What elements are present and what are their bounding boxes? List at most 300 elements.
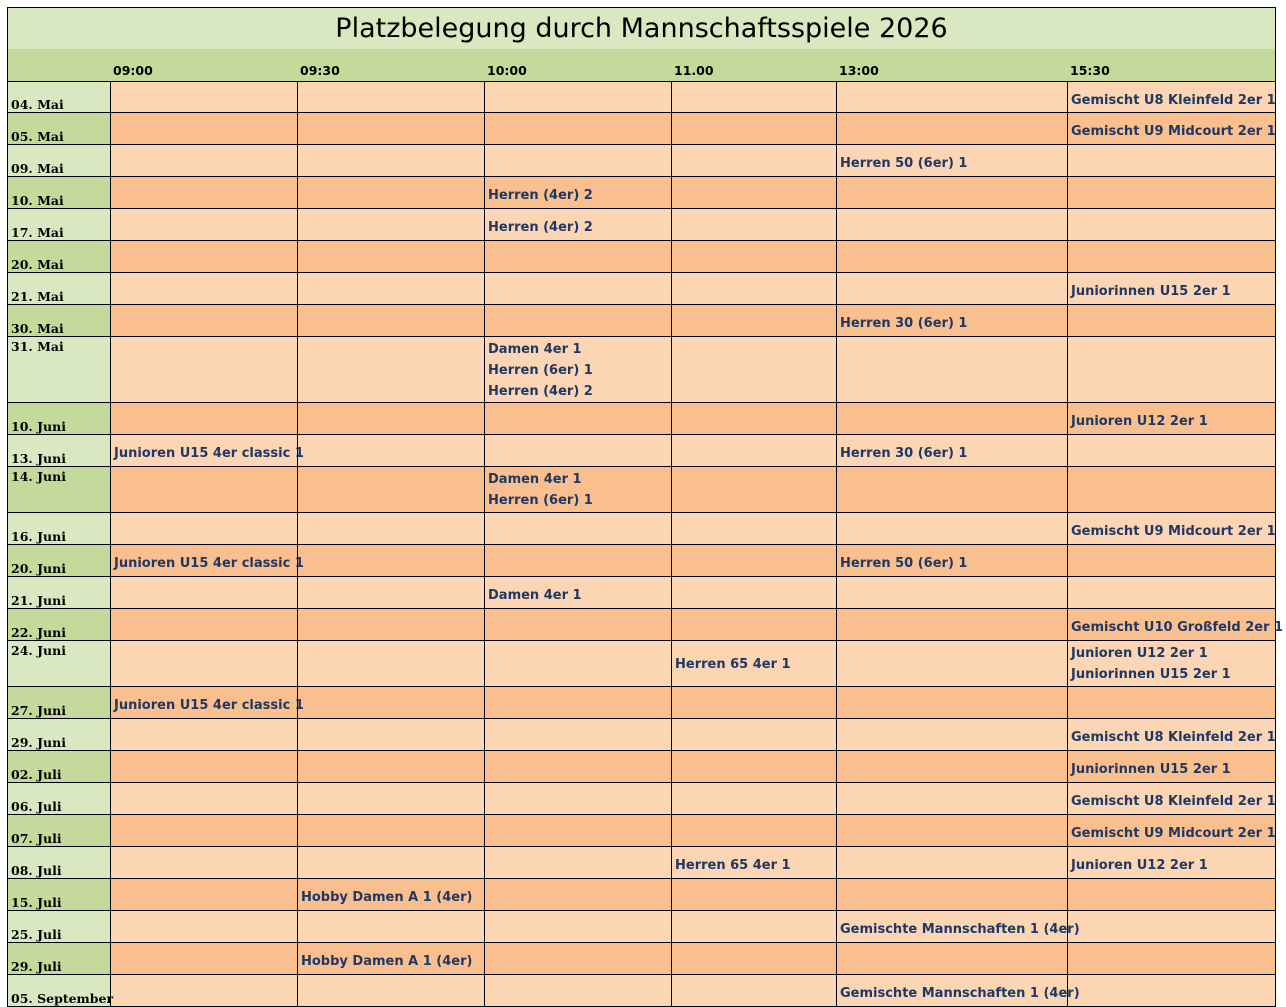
slot-cell[interactable] xyxy=(1067,719,1277,750)
slot-entries xyxy=(298,951,484,972)
slot-cell[interactable] xyxy=(484,513,671,544)
slot-cell[interactable] xyxy=(836,847,1067,878)
slot-cell[interactable] xyxy=(671,751,836,782)
slot-cell[interactable] xyxy=(484,403,671,434)
slot-cell[interactable] xyxy=(1067,609,1284,640)
date-cell xyxy=(8,847,110,878)
slot-cell[interactable] xyxy=(671,145,836,176)
slot-cell[interactable] xyxy=(1067,751,1277,782)
match-entry: Hobby Damen A 1 (4er) xyxy=(301,890,473,905)
slot-cell[interactable] xyxy=(484,545,671,576)
schedule-row xyxy=(7,305,1276,337)
match-entry: Junioren U15 4er classic 1 xyxy=(114,556,304,571)
slot-cell[interactable] xyxy=(110,545,304,576)
slot-cell[interactable] xyxy=(836,911,1080,942)
slot-cell[interactable] xyxy=(484,609,671,640)
slot-cell[interactable] xyxy=(1067,209,1277,240)
date-cell xyxy=(8,687,110,718)
slot-cell[interactable] xyxy=(297,273,484,304)
date-cell xyxy=(8,467,110,512)
slot-cell[interactable] xyxy=(297,513,484,544)
slot-cell[interactable] xyxy=(671,241,836,272)
match-entry: Damen 4er 1 xyxy=(488,472,582,487)
slot-cell[interactable] xyxy=(110,467,297,512)
schedule-row xyxy=(7,113,1276,145)
date-label: 10. Mai xyxy=(11,193,64,208)
slot-cell[interactable] xyxy=(297,975,484,1006)
slot-cell[interactable] xyxy=(484,467,671,512)
slot-cell[interactable] xyxy=(1067,82,1277,112)
date-label: 25. Juli xyxy=(11,927,62,942)
slot-cell[interactable] xyxy=(836,513,1067,544)
slot-cell[interactable] xyxy=(671,815,836,846)
slot-cell[interactable] xyxy=(484,911,671,942)
date-label: 21. Juni xyxy=(11,593,66,608)
slot-cell[interactable] xyxy=(110,687,304,718)
slot-cell[interactable] xyxy=(671,113,836,144)
date-label: 02. Juli xyxy=(11,767,62,782)
slot-cell[interactable] xyxy=(836,687,1067,718)
slot-cell[interactable] xyxy=(484,209,671,240)
date-cell xyxy=(8,209,110,240)
slot-cell[interactable] xyxy=(110,577,297,608)
slot-cell[interactable] xyxy=(110,513,297,544)
date-label: 21. Mai xyxy=(11,289,64,304)
slot-cell[interactable] xyxy=(1067,337,1277,402)
slot-cell[interactable] xyxy=(1067,177,1277,208)
slot-cell[interactable] xyxy=(297,177,484,208)
slot-entries xyxy=(837,983,1080,1004)
schedule-row xyxy=(7,641,1276,687)
slot-cell[interactable] xyxy=(110,145,297,176)
slot-cell[interactable] xyxy=(297,687,484,718)
slot-cell[interactable] xyxy=(110,209,297,240)
date-label: 20. Juni xyxy=(11,561,66,576)
date-label: 17. Mai xyxy=(11,225,64,240)
slot-entries xyxy=(837,553,1067,574)
slot-cell[interactable] xyxy=(484,687,671,718)
slot-cell[interactable] xyxy=(484,273,671,304)
slot-cell[interactable] xyxy=(110,435,304,466)
match-entry: Gemischt U10 Großfeld 2er 1 xyxy=(1071,620,1284,635)
schedule-row xyxy=(7,687,1276,719)
slot-entries xyxy=(672,654,836,675)
slot-cell[interactable] xyxy=(110,305,297,336)
slot-cell[interactable] xyxy=(671,337,836,402)
slot-cell[interactable] xyxy=(671,943,836,974)
slot-cell[interactable] xyxy=(110,337,297,402)
date-label: 04. Mai xyxy=(11,97,64,112)
date-cell xyxy=(8,113,110,144)
slot-cell[interactable] xyxy=(110,82,297,112)
slot-entries xyxy=(111,695,304,716)
date-cell xyxy=(8,273,110,304)
slot-cell[interactable] xyxy=(297,305,484,336)
match-entry: Gemischte Mannschaften 1 (4er) xyxy=(840,922,1080,937)
time-column-header: 11.00 xyxy=(674,63,714,78)
slot-cell[interactable] xyxy=(671,911,836,942)
slot-cell[interactable] xyxy=(671,687,836,718)
date-label: 05. Mai xyxy=(11,129,64,144)
slot-cell[interactable] xyxy=(836,467,1067,512)
slot-cell[interactable] xyxy=(671,879,836,910)
slot-cell[interactable] xyxy=(484,241,671,272)
schedule-row xyxy=(7,273,1276,305)
date-label: 05. September xyxy=(11,991,114,1006)
slot-cell[interactable] xyxy=(297,209,484,240)
schedule-row xyxy=(7,719,1276,751)
slot-entries xyxy=(485,339,671,402)
slot-cell[interactable] xyxy=(671,403,836,434)
date-cell xyxy=(8,545,110,576)
slot-cell[interactable] xyxy=(484,879,671,910)
slot-cell[interactable] xyxy=(110,847,297,878)
slot-entries xyxy=(1068,791,1277,812)
time-column-header: 15:30 xyxy=(1070,63,1110,78)
slot-cell[interactable] xyxy=(836,815,1067,846)
slot-cell[interactable] xyxy=(671,719,836,750)
slot-cell[interactable] xyxy=(484,975,671,1006)
match-entry: Gemischte Mannschaften 1 (4er) xyxy=(840,986,1080,1001)
slot-cell[interactable] xyxy=(671,82,836,112)
slot-cell[interactable] xyxy=(110,879,297,910)
match-entry: Junioren U12 2er 1 xyxy=(1071,858,1208,873)
slot-cell[interactable] xyxy=(1067,305,1277,336)
match-entry: Herren (6er) 1 xyxy=(488,493,593,508)
slot-entries xyxy=(1068,855,1277,876)
date-cell xyxy=(8,435,110,466)
slot-cell[interactable] xyxy=(297,943,484,974)
slot-cell[interactable] xyxy=(836,975,1080,1006)
date-cell xyxy=(8,943,110,974)
schedule-row xyxy=(7,879,1276,911)
slot-cell[interactable] xyxy=(836,337,1067,402)
slot-entries xyxy=(1068,617,1284,638)
date-label: 09. Mai xyxy=(11,161,64,176)
slot-cell[interactable] xyxy=(1067,241,1277,272)
slot-cell[interactable] xyxy=(671,641,836,686)
slot-cell[interactable] xyxy=(1067,435,1277,466)
slot-cell[interactable] xyxy=(1067,467,1277,512)
slot-cell[interactable] xyxy=(1067,145,1277,176)
slot-cell[interactable] xyxy=(484,113,671,144)
slot-cell[interactable] xyxy=(836,719,1067,750)
slot-cell[interactable] xyxy=(484,305,671,336)
date-cell xyxy=(8,751,110,782)
slot-cell[interactable] xyxy=(297,641,484,686)
match-entry: Juniorinnen U15 2er 1 xyxy=(1071,284,1231,299)
slot-cell[interactable] xyxy=(671,783,836,814)
schedule-row xyxy=(7,815,1276,847)
slot-cell[interactable] xyxy=(484,577,671,608)
date-label: 13. Juni xyxy=(11,451,66,466)
schedule-row xyxy=(7,177,1276,209)
slot-cell[interactable] xyxy=(1067,879,1277,910)
date-label: 31. Mai xyxy=(11,339,64,354)
date-cell xyxy=(8,911,110,942)
match-entry: Damen 4er 1 xyxy=(488,342,582,357)
schedule-row xyxy=(7,975,1276,1007)
slot-entries xyxy=(1068,521,1277,542)
slot-cell[interactable] xyxy=(836,82,1067,112)
slot-cell[interactable] xyxy=(1067,641,1277,686)
slot-entries xyxy=(485,585,671,606)
slot-cell[interactable] xyxy=(836,943,1067,974)
match-entry: Juniorinnen U15 2er 1 xyxy=(1071,667,1231,682)
match-entry: Gemischt U9 Midcourt 2er 1 xyxy=(1071,524,1276,539)
slot-cell[interactable] xyxy=(836,113,1067,144)
slot-cell[interactable] xyxy=(297,815,484,846)
slot-cell[interactable] xyxy=(671,577,836,608)
slot-cell[interactable] xyxy=(836,609,1067,640)
match-entry: Hobby Damen A 1 (4er) xyxy=(301,954,473,969)
slot-cell[interactable] xyxy=(297,783,484,814)
slot-cell[interactable] xyxy=(671,545,836,576)
slot-entries xyxy=(1068,121,1277,142)
date-label: 29. Juli xyxy=(11,959,62,974)
slot-entries xyxy=(1068,643,1277,685)
slot-cell[interactable] xyxy=(297,847,484,878)
slot-cell[interactable] xyxy=(836,305,1067,336)
slot-cell[interactable] xyxy=(110,113,297,144)
schedule-row xyxy=(7,209,1276,241)
slot-cell[interactable] xyxy=(671,273,836,304)
slot-cell[interactable] xyxy=(297,337,484,402)
sheet-title: Platzbelegung durch Mannschaftsspiele 2026 xyxy=(7,7,1276,49)
date-label: 29. Juni xyxy=(11,735,66,750)
schedule-row xyxy=(7,847,1276,879)
slot-entries xyxy=(1068,281,1277,302)
date-cell xyxy=(8,305,110,336)
match-entry: Herren (4er) 2 xyxy=(488,220,593,235)
match-entry: Damen 4er 1 xyxy=(488,588,582,603)
date-label: 08. Juli xyxy=(11,863,62,878)
slot-entries xyxy=(1068,727,1277,748)
slot-cell[interactable] xyxy=(1067,403,1277,434)
slot-cell[interactable] xyxy=(110,783,297,814)
date-label: 10. Juni xyxy=(11,419,66,434)
slot-entries xyxy=(485,217,671,238)
date-cell xyxy=(8,641,110,686)
slot-cell[interactable] xyxy=(1067,815,1277,846)
date-cell xyxy=(8,403,110,434)
slot-cell[interactable] xyxy=(297,145,484,176)
slot-cell[interactable] xyxy=(110,751,297,782)
slot-entries xyxy=(298,887,484,908)
slot-cell[interactable] xyxy=(836,641,1067,686)
date-cell xyxy=(8,609,110,640)
slot-cell[interactable] xyxy=(671,975,836,1006)
match-entry: Gemischt U8 Kleinfeld 2er 1 xyxy=(1071,794,1276,809)
match-entry: Junioren U12 2er 1 xyxy=(1071,646,1208,661)
schedule-row xyxy=(7,545,1276,577)
schedule-row xyxy=(7,81,1276,113)
match-entry: Junioren U12 2er 1 xyxy=(1071,414,1208,429)
slot-cell[interactable] xyxy=(110,975,297,1006)
slot-cell[interactable] xyxy=(297,467,484,512)
date-cell xyxy=(8,241,110,272)
date-cell xyxy=(8,337,110,402)
match-entry: Herren 50 (6er) 1 xyxy=(840,156,968,171)
slot-entries xyxy=(837,313,1067,334)
slot-cell[interactable] xyxy=(297,911,484,942)
slot-cell[interactable] xyxy=(836,177,1067,208)
slot-cell[interactable] xyxy=(110,241,297,272)
date-label: 30. Mai xyxy=(11,321,64,336)
slot-cell[interactable] xyxy=(297,545,484,576)
slot-entries xyxy=(1068,823,1277,844)
schedule-row xyxy=(7,145,1276,177)
slot-cell[interactable] xyxy=(297,751,484,782)
slot-cell[interactable] xyxy=(110,641,297,686)
slot-entries xyxy=(1068,90,1277,111)
date-label: 16. Juni xyxy=(11,529,66,544)
match-entry: Herren 50 (6er) 1 xyxy=(840,556,968,571)
slot-cell[interactable] xyxy=(110,815,297,846)
slot-cell[interactable] xyxy=(671,209,836,240)
slot-cell[interactable] xyxy=(836,545,1067,576)
slot-cell[interactable] xyxy=(836,435,1067,466)
slot-cell[interactable] xyxy=(671,609,836,640)
slot-cell[interactable] xyxy=(836,879,1067,910)
match-entry: Junioren U15 4er classic 1 xyxy=(114,698,304,713)
schedule-sheet xyxy=(7,7,1284,1006)
slot-cell[interactable] xyxy=(484,337,671,402)
date-label: 14. Juni xyxy=(11,469,66,484)
match-entry: Herren 30 (6er) 1 xyxy=(840,316,968,331)
match-entry: Gemischt U8 Kleinfeld 2er 1 xyxy=(1071,730,1276,745)
slot-cell[interactable] xyxy=(671,305,836,336)
slot-cell[interactable] xyxy=(484,783,671,814)
slot-cell[interactable] xyxy=(836,403,1067,434)
match-entry: Herren 30 (6er) 1 xyxy=(840,446,968,461)
time-header-row xyxy=(7,49,1276,81)
match-entry: Herren (6er) 1 xyxy=(488,363,593,378)
slot-cell[interactable] xyxy=(484,641,671,686)
slot-cell[interactable] xyxy=(484,82,671,112)
slot-cell[interactable] xyxy=(484,145,671,176)
slot-cell[interactable] xyxy=(110,609,297,640)
slot-cell[interactable] xyxy=(836,783,1067,814)
slot-cell[interactable] xyxy=(484,815,671,846)
schedule-row xyxy=(7,467,1276,513)
slot-cell[interactable] xyxy=(1067,273,1277,304)
date-label: 06. Juli xyxy=(11,799,62,814)
slot-cell[interactable] xyxy=(110,943,297,974)
schedule-row xyxy=(7,577,1276,609)
match-entry: Gemischt U9 Midcourt 2er 1 xyxy=(1071,826,1276,841)
date-cell xyxy=(8,145,110,176)
slot-cell[interactable] xyxy=(110,273,297,304)
schedule-row xyxy=(7,943,1276,975)
date-cell xyxy=(8,879,110,910)
slot-cell[interactable] xyxy=(1067,113,1277,144)
match-entry: Herren 65 4er 1 xyxy=(675,657,791,672)
slot-cell[interactable] xyxy=(110,403,297,434)
schedule-row xyxy=(7,911,1276,943)
slot-cell[interactable] xyxy=(1067,975,1277,1006)
slot-cell[interactable] xyxy=(1067,943,1277,974)
schedule-row xyxy=(7,241,1276,273)
slot-cell[interactable] xyxy=(836,241,1067,272)
slot-cell[interactable] xyxy=(484,177,671,208)
slot-cell[interactable] xyxy=(1067,783,1277,814)
slot-cell[interactable] xyxy=(836,273,1067,304)
slot-cell[interactable] xyxy=(1067,847,1277,878)
date-cell xyxy=(8,513,110,544)
time-column-header: 09:30 xyxy=(300,63,340,78)
slot-cell[interactable] xyxy=(110,177,297,208)
slot-cell[interactable] xyxy=(297,241,484,272)
schedule-row xyxy=(7,609,1284,641)
slot-cell[interactable] xyxy=(297,719,484,750)
slot-cell[interactable] xyxy=(297,113,484,144)
slot-cell[interactable] xyxy=(297,609,484,640)
date-cell xyxy=(8,815,110,846)
date-label: 27. Juni xyxy=(11,703,66,718)
slot-cell[interactable] xyxy=(1067,545,1277,576)
slot-cell[interactable] xyxy=(297,577,484,608)
match-entry: Herren (4er) 2 xyxy=(488,384,593,399)
slot-cell[interactable] xyxy=(484,847,671,878)
schedule-row xyxy=(7,403,1276,435)
slot-cell[interactable] xyxy=(297,879,484,910)
date-label: 24. Juni xyxy=(11,643,66,658)
date-label: 20. Mai xyxy=(11,257,64,272)
date-cell xyxy=(8,719,110,750)
match-entry: Juniorinnen U15 2er 1 xyxy=(1071,762,1231,777)
slot-cell[interactable] xyxy=(1067,911,1277,942)
slot-entries xyxy=(837,443,1067,464)
slot-cell[interactable] xyxy=(836,209,1067,240)
slot-cell[interactable] xyxy=(484,943,671,974)
slot-cell[interactable] xyxy=(836,145,1067,176)
slot-cell[interactable] xyxy=(484,435,671,466)
slot-entries xyxy=(672,855,836,876)
match-entry: Gemischt U9 Midcourt 2er 1 xyxy=(1071,124,1276,139)
slot-cell[interactable] xyxy=(297,435,484,466)
slot-cell[interactable] xyxy=(297,82,484,112)
schedule-row xyxy=(7,783,1276,815)
date-cell xyxy=(8,577,110,608)
match-entry: Junioren U15 4er classic 1 xyxy=(114,446,304,461)
slot-cell[interactable] xyxy=(484,719,671,750)
schedule-row xyxy=(7,435,1276,467)
slot-cell[interactable] xyxy=(671,177,836,208)
date-cell xyxy=(8,82,110,112)
slot-cell[interactable] xyxy=(1067,513,1277,544)
slot-entries xyxy=(1068,759,1277,780)
slot-cell[interactable] xyxy=(836,751,1067,782)
slot-cell[interactable] xyxy=(110,719,297,750)
slot-cell[interactable] xyxy=(484,751,671,782)
slot-cell[interactable] xyxy=(297,403,484,434)
slot-cell[interactable] xyxy=(671,847,836,878)
slot-cell[interactable] xyxy=(110,911,297,942)
slot-cell[interactable] xyxy=(836,577,1067,608)
slot-cell[interactable] xyxy=(671,467,836,512)
date-cell xyxy=(8,177,110,208)
date-label: 15. Juli xyxy=(11,895,62,910)
schedule-row xyxy=(7,337,1276,403)
slot-cell[interactable] xyxy=(1067,687,1277,718)
slot-cell[interactable] xyxy=(671,435,836,466)
slot-entries xyxy=(485,469,671,511)
time-column-header: 13:00 xyxy=(839,63,879,78)
time-column-header: 09:00 xyxy=(113,63,153,78)
slot-cell[interactable] xyxy=(671,513,836,544)
slot-cell[interactable] xyxy=(1067,577,1277,608)
